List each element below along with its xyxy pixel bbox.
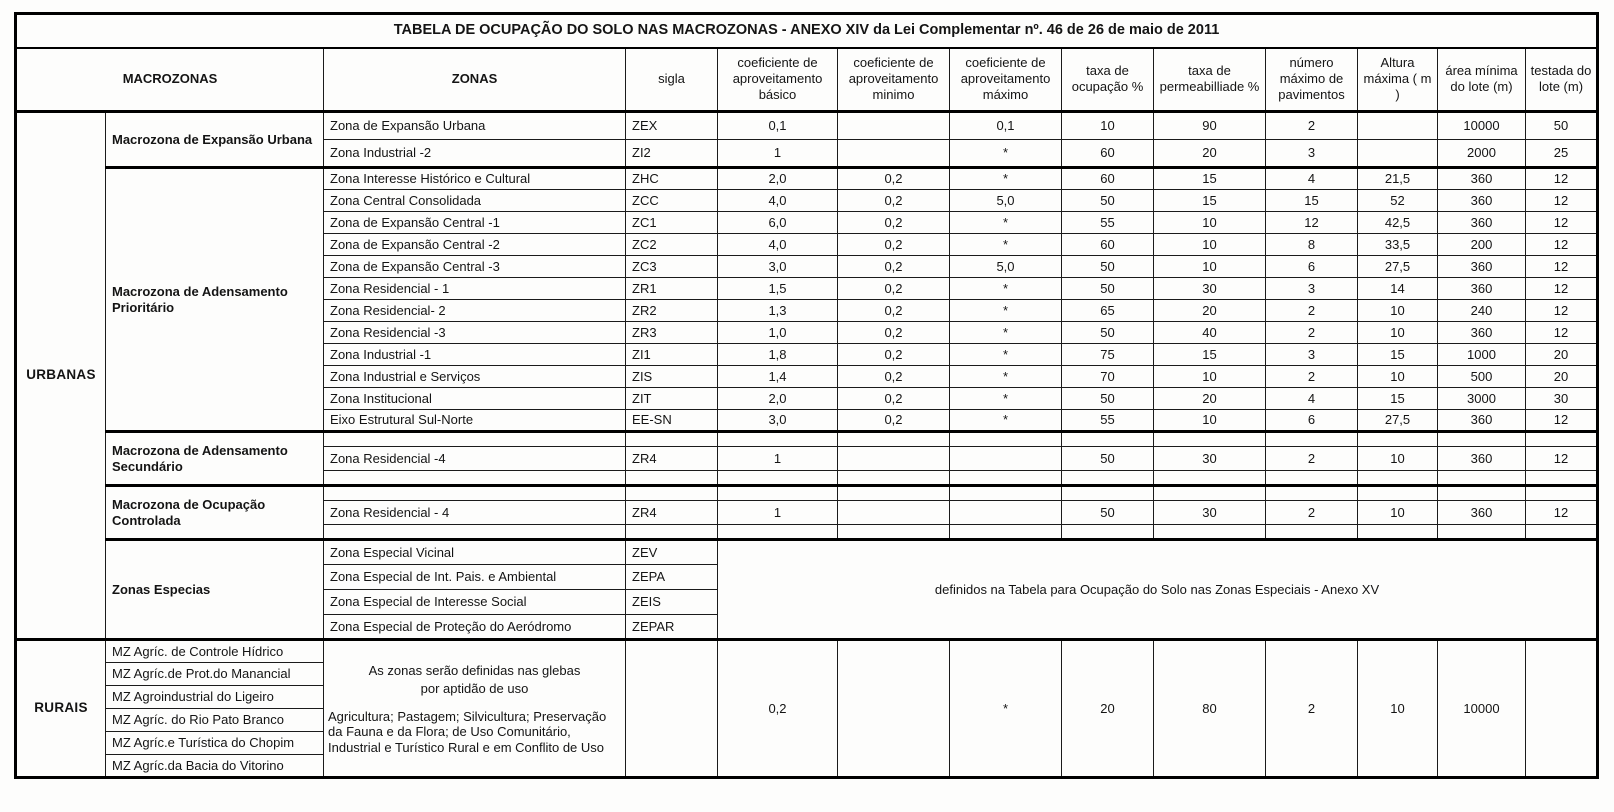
coef-basico-cell: 1,8	[718, 344, 838, 366]
altura-maxima-cell: 10	[1358, 640, 1438, 778]
testada-cell: 30	[1526, 388, 1598, 410]
coef-minimo-cell	[838, 112, 950, 140]
zona-cell: Zona de Expansão Urbana	[324, 112, 626, 140]
altura-maxima-cell: 27,5	[1358, 256, 1438, 278]
sigla-cell: ZC2	[626, 234, 718, 256]
altura-maxima-cell: 10	[1358, 501, 1438, 525]
coef-basico-cell: 3,0	[718, 256, 838, 278]
zona-cell: Zona de Expansão Central -3	[324, 256, 626, 278]
sigla-cell: ZHC	[626, 168, 718, 190]
sigla-cell	[626, 525, 718, 540]
coef-maximo-cell: *	[950, 322, 1062, 344]
sigla-cell: ZR4	[626, 447, 718, 471]
zona-cell: Zona Residencial -4	[324, 447, 626, 471]
sigla-cell	[626, 471, 718, 486]
table-row	[16, 486, 1598, 501]
taxa-permeabilidade-cell: 10	[1154, 212, 1266, 234]
header-coef-basico: coeficiente de aproveitamento básico	[718, 48, 838, 112]
macrozona-rural-cell: MZ Agríc.e Turística do Chopim	[106, 732, 324, 755]
taxa-ocupacao-cell: 55	[1062, 212, 1154, 234]
altura-maxima-cell: 42,5	[1358, 212, 1438, 234]
zona-cell: Zona Interesse Histórico e Cultural	[324, 168, 626, 190]
testada-cell: 25	[1526, 140, 1598, 168]
sigla-cell: ZC3	[626, 256, 718, 278]
zona-cell: Zona Central Consolidada	[324, 190, 626, 212]
sigla-cell: ZIT	[626, 388, 718, 410]
header-taxa-ocupacao: taxa de ocupação %	[1062, 48, 1154, 112]
taxa-permeabilidade-cell: 90	[1154, 112, 1266, 140]
sigla-cell: ZI1	[626, 344, 718, 366]
zona-cell: Zona Industrial e Serviços	[324, 366, 626, 388]
num-pavimentos-cell: 15	[1266, 190, 1358, 212]
macrozona-adensamento-prioritario: Macrozona de Adensamento Prioritário	[106, 168, 324, 432]
coef-maximo-cell: *	[950, 168, 1062, 190]
sigla-cell: ZEIS	[626, 590, 718, 615]
macrozona-rural-cell: MZ Agríc.da Bacia do Vitorino	[106, 755, 324, 778]
num-pavimentos-cell: 2	[1266, 501, 1358, 525]
taxa-permeabilidade-cell: 40	[1154, 322, 1266, 344]
coef-maximo-cell: *	[950, 140, 1062, 168]
area-minima-cell: 240	[1438, 300, 1526, 322]
coef-maximo-cell	[950, 525, 1062, 540]
sigla-cell: ZC1	[626, 212, 718, 234]
taxa-ocupacao-cell	[1062, 525, 1154, 540]
coef-maximo-cell: 5,0	[950, 190, 1062, 212]
rurais-zonas-line2: por aptidão de uso	[420, 680, 529, 696]
zona-cell: Zona Industrial -1	[324, 344, 626, 366]
area-minima-cell: 360	[1438, 278, 1526, 300]
coef-minimo-cell: 0,2	[838, 366, 950, 388]
taxa-ocupacao-cell: 65	[1062, 300, 1154, 322]
taxa-ocupacao-cell: 50	[1062, 501, 1154, 525]
header-taxa-permeabilidade: taxa de permeabilliade %	[1154, 48, 1266, 112]
area-minima-cell	[1438, 486, 1526, 501]
coef-basico-cell: 4,0	[718, 190, 838, 212]
macrozona-ocupacao-controlada: Macrozona de Ocupação Controlada	[106, 486, 324, 540]
altura-maxima-cell: 15	[1358, 388, 1438, 410]
num-pavimentos-cell: 2	[1266, 300, 1358, 322]
altura-maxima-cell: 10	[1358, 447, 1438, 471]
zona-cell: Zona de Expansão Central -1	[324, 212, 626, 234]
sigla-cell	[626, 486, 718, 501]
table-row	[16, 432, 1598, 447]
taxa-permeabilidade-cell: 15	[1154, 168, 1266, 190]
altura-maxima-cell	[1358, 471, 1438, 486]
num-pavimentos-cell	[1266, 486, 1358, 501]
coef-minimo-cell: 0,2	[838, 410, 950, 432]
coef-minimo-cell	[838, 501, 950, 525]
coef-maximo-cell: *	[950, 300, 1062, 322]
group-rurais: RURAIS	[16, 640, 106, 778]
altura-maxima-cell	[1358, 486, 1438, 501]
area-minima-cell: 360	[1438, 322, 1526, 344]
zona-cell: Zona Especial de Proteção do Aeródromo	[324, 615, 626, 640]
header-row	[16, 48, 1598, 112]
macrozona-expansao-urbana: Macrozona de Expansão Urbana	[106, 112, 324, 168]
area-minima-cell: 360	[1438, 168, 1526, 190]
taxa-permeabilidade-cell: 10	[1154, 410, 1266, 432]
sigla-cell: EE-SN	[626, 410, 718, 432]
sigla-cell: ZR1	[626, 278, 718, 300]
taxa-ocupacao-cell	[1062, 432, 1154, 447]
coef-basico-cell: 2,0	[718, 168, 838, 190]
coef-minimo-cell: 0,2	[838, 256, 950, 278]
sigla-cell	[626, 640, 718, 778]
area-minima-cell	[1438, 471, 1526, 486]
header-testada: testada do lote (m)	[1526, 48, 1598, 112]
taxa-permeabilidade-cell: 30	[1154, 278, 1266, 300]
coef-minimo-cell: 0,2	[838, 300, 950, 322]
testada-cell	[1526, 432, 1598, 447]
sigla-cell: ZEV	[626, 540, 718, 565]
testada-cell: 12	[1526, 447, 1598, 471]
coef-basico-cell	[718, 525, 838, 540]
testada-cell	[1526, 471, 1598, 486]
coef-minimo-cell	[838, 640, 950, 778]
coef-maximo-cell: *	[950, 212, 1062, 234]
rurais-zonas-line1: As zonas serão definidas nas glebas	[368, 662, 581, 678]
taxa-ocupacao-cell: 70	[1062, 366, 1154, 388]
coef-basico-cell: 1,0	[718, 322, 838, 344]
testada-cell: 12	[1526, 256, 1598, 278]
coef-minimo-cell: 0,2	[838, 212, 950, 234]
num-pavimentos-cell: 2	[1266, 322, 1358, 344]
coef-basico-cell: 1,5	[718, 278, 838, 300]
testada-cell: 12	[1526, 322, 1598, 344]
area-minima-cell: 2000	[1438, 140, 1526, 168]
coef-minimo-cell: 0,2	[838, 190, 950, 212]
testada-cell: 12	[1526, 168, 1598, 190]
zona-cell: Zona Industrial -2	[324, 140, 626, 168]
coef-basico-cell	[718, 471, 838, 486]
testada-cell: 12	[1526, 278, 1598, 300]
coef-basico-cell: 0,2	[718, 640, 838, 778]
coef-maximo-cell: 5,0	[950, 256, 1062, 278]
num-pavimentos-cell: 6	[1266, 256, 1358, 278]
coef-maximo-cell	[950, 432, 1062, 447]
macrozona-rural-cell: MZ Agroindustrial do Ligeiro	[106, 686, 324, 709]
testada-cell: 50	[1526, 112, 1598, 140]
zona-cell: Zona Residencial - 1	[324, 278, 626, 300]
macrozona-rural-cell: MZ Agríc.de Prot.do Manancial	[106, 663, 324, 686]
macrozona-rural-cell: MZ Agríc. de Controle Hídrico	[106, 640, 324, 663]
taxa-permeabilidade-cell: 30	[1154, 447, 1266, 471]
coef-maximo-cell: *	[950, 344, 1062, 366]
testada-cell	[1526, 486, 1598, 501]
num-pavimentos-cell: 3	[1266, 140, 1358, 168]
header-zonas: ZONAS	[324, 48, 626, 112]
zona-cell	[324, 486, 626, 501]
taxa-ocupacao-cell: 50	[1062, 190, 1154, 212]
coef-basico-cell: 2,0	[718, 388, 838, 410]
header-num-pavimentos: número máximo de pavimentos	[1266, 48, 1358, 112]
header-macrozonas: MACROZONAS	[16, 48, 324, 112]
macrozona-zonas-especiais: Zonas Especias	[106, 540, 324, 640]
taxa-permeabilidade-cell: 20	[1154, 140, 1266, 168]
coef-basico-cell	[718, 486, 838, 501]
zona-cell: Zona Especial de Interesse Social	[324, 590, 626, 615]
area-minima-cell: 1000	[1438, 344, 1526, 366]
testada-cell	[1526, 640, 1598, 778]
altura-maxima-cell: 15	[1358, 344, 1438, 366]
area-minima-cell: 3000	[1438, 388, 1526, 410]
area-minima-cell: 360	[1438, 212, 1526, 234]
taxa-permeabilidade-cell: 10	[1154, 366, 1266, 388]
zona-cell: Zona Institucional	[324, 388, 626, 410]
coef-minimo-cell	[838, 486, 950, 501]
altura-maxima-cell: 27,5	[1358, 410, 1438, 432]
taxa-ocupacao-cell: 50	[1062, 278, 1154, 300]
taxa-permeabilidade-cell: 10	[1154, 256, 1266, 278]
taxa-ocupacao-cell	[1062, 486, 1154, 501]
macrozona-adensamento-secundario: Macrozona de Adensamento Secundário	[106, 432, 324, 486]
altura-maxima-cell: 10	[1358, 322, 1438, 344]
rurais-zonas-description	[324, 640, 626, 778]
zona-cell: Zona Residencial -3	[324, 322, 626, 344]
header-altura-maxima: Altura máxima ( m )	[1358, 48, 1438, 112]
sigla-cell: ZI2	[626, 140, 718, 168]
sigla-cell: ZR2	[626, 300, 718, 322]
altura-maxima-cell: 10	[1358, 300, 1438, 322]
num-pavimentos-cell: 3	[1266, 278, 1358, 300]
num-pavimentos-cell	[1266, 525, 1358, 540]
coef-maximo-cell	[950, 471, 1062, 486]
area-minima-cell	[1438, 525, 1526, 540]
num-pavimentos-cell: 3	[1266, 344, 1358, 366]
coef-basico-cell: 3,0	[718, 410, 838, 432]
taxa-ocupacao-cell: 50	[1062, 322, 1154, 344]
zona-cell: Zona de Expansão Central -2	[324, 234, 626, 256]
coef-minimo-cell	[838, 525, 950, 540]
taxa-permeabilidade-cell: 20	[1154, 388, 1266, 410]
sigla-cell: ZCC	[626, 190, 718, 212]
taxa-ocupacao-cell: 50	[1062, 447, 1154, 471]
coef-minimo-cell	[838, 447, 950, 471]
taxa-ocupacao-cell	[1062, 471, 1154, 486]
area-minima-cell: 10000	[1438, 112, 1526, 140]
macrozona-rural-cell: MZ Agríc. do Rio Pato Branco	[106, 709, 324, 732]
sigla-cell	[626, 432, 718, 447]
sigla-cell: ZEPAR	[626, 615, 718, 640]
zona-cell: Zona Especial de Int. Pais. e Ambiental	[324, 565, 626, 590]
num-pavimentos-cell: 8	[1266, 234, 1358, 256]
taxa-ocupacao-cell: 50	[1062, 388, 1154, 410]
header-sigla: sigla	[626, 48, 718, 112]
taxa-permeabilidade-cell: 15	[1154, 190, 1266, 212]
coef-basico-cell: 1	[718, 140, 838, 168]
area-minima-cell: 360	[1438, 190, 1526, 212]
altura-maxima-cell: 33,5	[1358, 234, 1438, 256]
testada-cell: 12	[1526, 410, 1598, 432]
zona-cell	[324, 432, 626, 447]
coef-basico-cell: 1	[718, 447, 838, 471]
altura-maxima-cell: 10	[1358, 366, 1438, 388]
area-minima-cell: 360	[1438, 501, 1526, 525]
coef-minimo-cell	[838, 471, 950, 486]
area-minima-cell: 500	[1438, 366, 1526, 388]
page-title: TABELA DE OCUPAÇÃO DO SOLO NAS MACROZONAS - ANEXO XIV da Lei Complementar nº. 46 de 26 de maio de 2011	[16, 14, 1598, 48]
testada-cell: 12	[1526, 212, 1598, 234]
rurais-zonas-paragraph: Agricultura; Pastagem; Silvicultura; Preservação da Fauna e da Flora; de Uso Comunitário, Industrial e Turístico Rural e em Conflito de Uso	[328, 708, 607, 756]
coef-basico-cell	[718, 432, 838, 447]
testada-cell: 20	[1526, 344, 1598, 366]
testada-cell: 20	[1526, 366, 1598, 388]
altura-maxima-cell: 52	[1358, 190, 1438, 212]
group-urbanas: URBANAS	[16, 112, 106, 640]
zona-cell	[324, 471, 626, 486]
num-pavimentos-cell: 4	[1266, 388, 1358, 410]
zona-cell: Zona Residencial- 2	[324, 300, 626, 322]
coef-minimo-cell: 0,2	[838, 322, 950, 344]
altura-maxima-cell: 14	[1358, 278, 1438, 300]
area-minima-cell: 360	[1438, 410, 1526, 432]
taxa-permeabilidade-cell: 30	[1154, 501, 1266, 525]
taxa-permeabilidade-cell: 15	[1154, 344, 1266, 366]
testada-cell: 12	[1526, 501, 1598, 525]
area-minima-cell: 10000	[1438, 640, 1526, 778]
title-row	[16, 14, 1598, 48]
sigla-cell: ZEX	[626, 112, 718, 140]
coef-maximo-cell: *	[950, 278, 1062, 300]
taxa-permeabilidade-cell: 80	[1154, 640, 1266, 778]
zona-cell: Zona Especial Vicinal	[324, 540, 626, 565]
coef-minimo-cell	[838, 432, 950, 447]
altura-maxima-cell	[1358, 112, 1438, 140]
coef-maximo-cell: *	[950, 410, 1062, 432]
altura-maxima-cell	[1358, 140, 1438, 168]
taxa-permeabilidade-cell	[1154, 471, 1266, 486]
num-pavimentos-cell: 6	[1266, 410, 1358, 432]
coef-maximo-cell: 0,1	[950, 112, 1062, 140]
coef-maximo-cell	[950, 447, 1062, 471]
area-minima-cell: 360	[1438, 447, 1526, 471]
altura-maxima-cell: 21,5	[1358, 168, 1438, 190]
taxa-ocupacao-cell: 50	[1062, 256, 1154, 278]
sigla-cell: ZR3	[626, 322, 718, 344]
coef-basico-cell: 1,4	[718, 366, 838, 388]
taxa-ocupacao-cell: 60	[1062, 234, 1154, 256]
coef-minimo-cell: 0,2	[838, 344, 950, 366]
num-pavimentos-cell	[1266, 432, 1358, 447]
zona-cell	[324, 525, 626, 540]
taxa-ocupacao-cell: 75	[1062, 344, 1154, 366]
coef-minimo-cell: 0,2	[838, 234, 950, 256]
num-pavimentos-cell: 2	[1266, 112, 1358, 140]
coef-minimo-cell	[838, 140, 950, 168]
table-row	[16, 112, 1598, 140]
taxa-ocupacao-cell: 20	[1062, 640, 1154, 778]
header-coef-minimo: coeficiente de aproveitamento minimo	[838, 48, 950, 112]
coef-maximo-cell	[950, 486, 1062, 501]
header-area-minima: área mínima do lote (m)	[1438, 48, 1526, 112]
coef-maximo-cell: *	[950, 366, 1062, 388]
area-minima-cell: 200	[1438, 234, 1526, 256]
taxa-ocupacao-cell: 60	[1062, 140, 1154, 168]
ocupacao-solo-table	[14, 12, 1599, 779]
especiais-note: definidos na Tabela para Ocupação do Solo nas Zonas Especiais - Anexo XV	[718, 540, 1598, 640]
table-row	[16, 640, 1598, 663]
coef-maximo-cell: *	[950, 388, 1062, 410]
altura-maxima-cell	[1358, 525, 1438, 540]
taxa-permeabilidade-cell: 10	[1154, 234, 1266, 256]
num-pavimentos-cell: 2	[1266, 366, 1358, 388]
taxa-permeabilidade-cell	[1154, 432, 1266, 447]
num-pavimentos-cell	[1266, 471, 1358, 486]
coef-minimo-cell: 0,2	[838, 278, 950, 300]
zona-cell: Eixo Estrutural Sul-Norte	[324, 410, 626, 432]
coef-basico-cell: 1,3	[718, 300, 838, 322]
table-row	[16, 168, 1598, 190]
altura-maxima-cell	[1358, 432, 1438, 447]
testada-cell	[1526, 525, 1598, 540]
num-pavimentos-cell: 2	[1266, 640, 1358, 778]
coef-maximo-cell	[950, 501, 1062, 525]
taxa-ocupacao-cell: 55	[1062, 410, 1154, 432]
coef-maximo-cell: *	[950, 234, 1062, 256]
sigla-cell: ZR4	[626, 501, 718, 525]
num-pavimentos-cell: 12	[1266, 212, 1358, 234]
coef-minimo-cell: 0,2	[838, 168, 950, 190]
area-minima-cell	[1438, 432, 1526, 447]
taxa-ocupacao-cell: 10	[1062, 112, 1154, 140]
coef-basico-cell: 0,1	[718, 112, 838, 140]
testada-cell: 12	[1526, 234, 1598, 256]
taxa-permeabilidade-cell: 20	[1154, 300, 1266, 322]
taxa-ocupacao-cell: 60	[1062, 168, 1154, 190]
coef-basico-cell: 4,0	[718, 234, 838, 256]
area-minima-cell: 360	[1438, 256, 1526, 278]
coef-basico-cell: 1	[718, 501, 838, 525]
taxa-permeabilidade-cell	[1154, 525, 1266, 540]
num-pavimentos-cell: 4	[1266, 168, 1358, 190]
taxa-permeabilidade-cell	[1154, 486, 1266, 501]
coef-maximo-cell: *	[950, 640, 1062, 778]
testada-cell: 12	[1526, 300, 1598, 322]
coef-basico-cell: 6,0	[718, 212, 838, 234]
table-row	[16, 540, 1598, 565]
sigla-cell: ZIS	[626, 366, 718, 388]
testada-cell: 12	[1526, 190, 1598, 212]
zona-cell: Zona Residencial - 4	[324, 501, 626, 525]
header-coef-maximo: coeficiente de aproveitamento máximo	[950, 48, 1062, 112]
sigla-cell: ZEPA	[626, 565, 718, 590]
coef-minimo-cell: 0,2	[838, 388, 950, 410]
num-pavimentos-cell: 2	[1266, 447, 1358, 471]
